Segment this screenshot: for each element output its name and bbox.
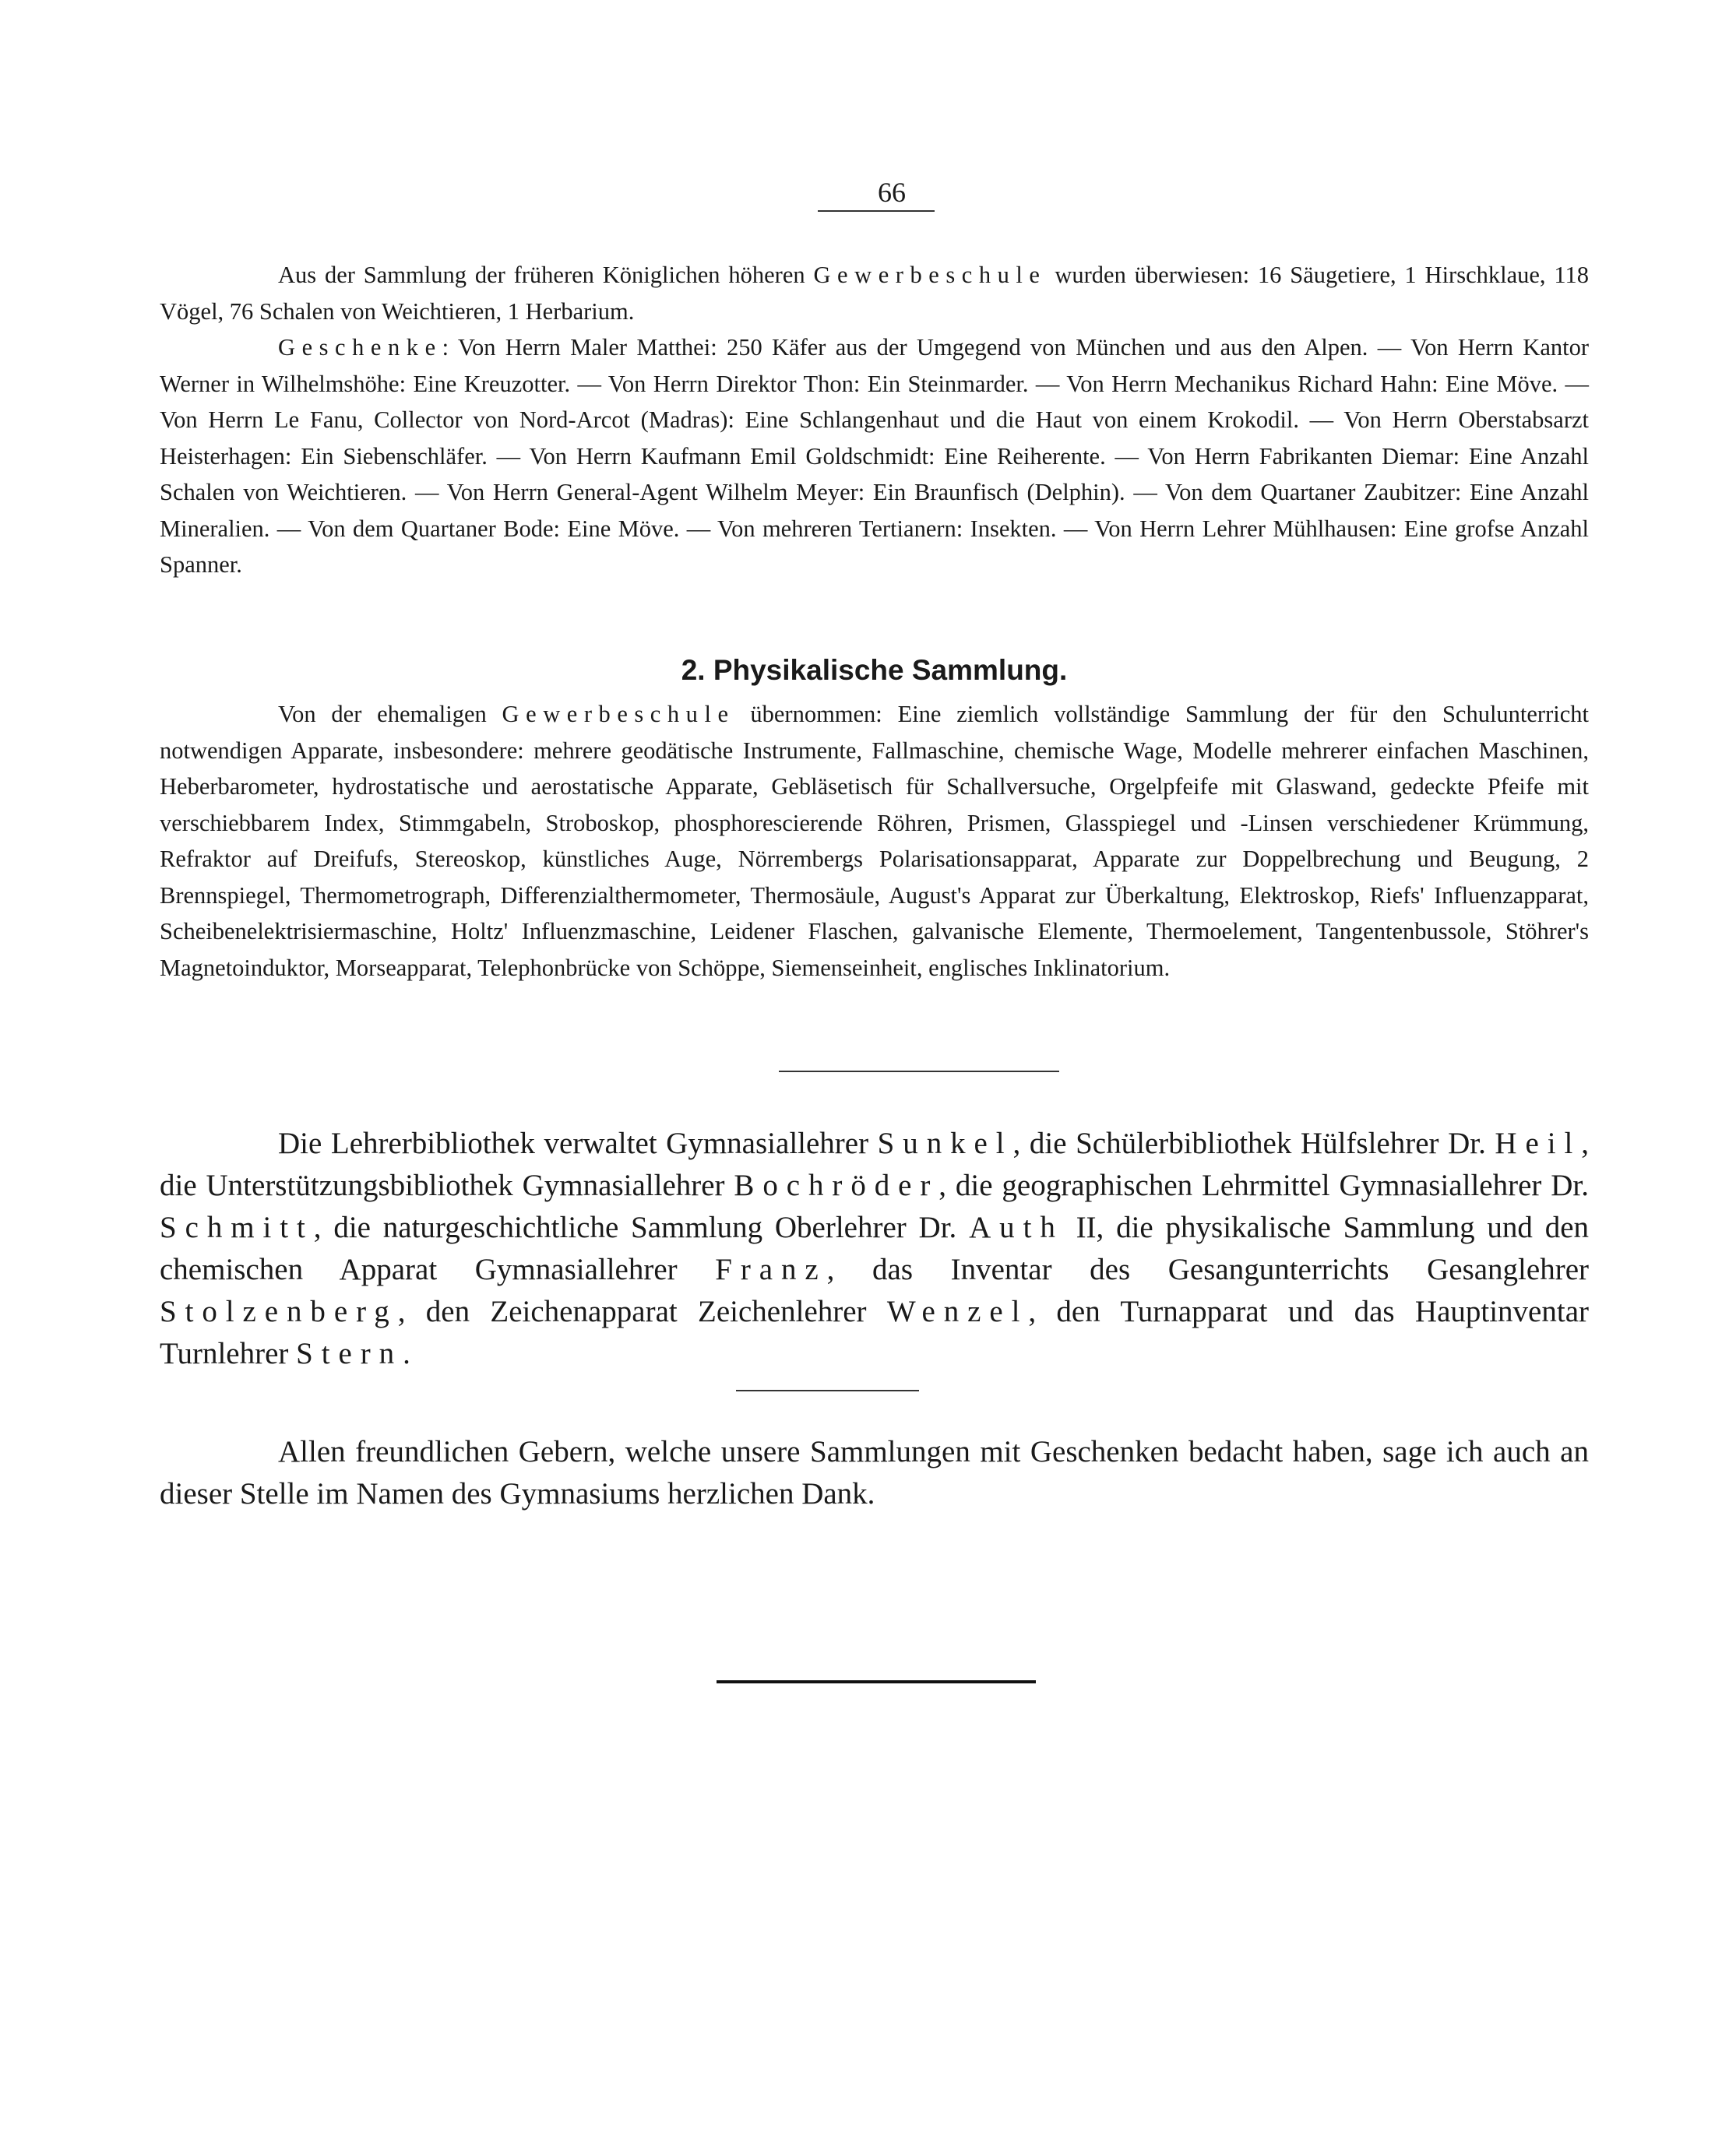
transfer-text-tail: wurden überwiesen: 16 Säugetiere, 1 Hirschklaue, 118 Vögel, 76 Schalen von Weichtieren, 1 Herbarium. <box>160 262 1589 325</box>
thanks-section <box>160 1431 1589 1515</box>
short-divider <box>736 1390 919 1391</box>
gifts-text: : Von Herrn Maler Matthei: 250 Käfer aus der Umgegend von München und aus den Alpen. — Von Herrn Kantor Werner in Wilhelmshöhe: Eine Kreuzotter. — Von Herrn Direktor Thon: Ein Steinmarder. — Von Herrn Mechanikus Richard Hahn: Eine Möve. — Von Herrn Le Fanu, Collector von Nord-Arcot (Madras): Eine Schlangenhaut und die Haut von einem Krokodil. — Von Herrn Oberstabsarzt Heisterhagen: Ein Siebenschläfer. — Von Herrn Kaufmann Emil Goldschmidt: Eine Reiherente. — Von Herrn Fabrikanten Diemar: Eine Anzahl Schalen von Weichtieren. — Von Herrn General-Agent Wilhelm Meyer: Ein Braunfisch (Delphin). — Von dem Quartaner Zaubitzer: Eine Anzahl Mineralien. — Von dem Quartaner Bode: Eine Möve. — Von mehreren Tertianern: Insekten. — Von Herrn Lehrer Mühlhausen: Eine grofse Anzahl Spanner. <box>160 334 1589 578</box>
staff-text: Die Lehrerbibliothek verwaltet Gymnasiallehrer <box>278 1127 878 1160</box>
physics-text-tail: übernommen: Eine ziemlich vollständige Sammlung der für den Schulunterricht notwendigen Apparate, insbesondere: mehrere geodätische Instrumente, Fallmaschine, chemische Wage, Modelle mehrerer einfachen Maschinen, Heberbarometer, hydrostatische und aerostatische Apparate, Gebläsetisch für Schallversuche, Orgelpfeife mit Glaswand, gedeckte Pfeife mit verschiebbarem Index, Stimmgabeln, Stroboskop, phosphorescierende Röhren, Prismen, Glasspiegel und -Linsen verschiedener Krümmung, Refraktor auf Dreifufs, Stereoskop, künstliches Auge, Nörrembergs Polarisationsapparat, Apparate zur Doppelbrechung und Beugung, 2 Brennspiegel, Thermometrograph, Differenzialthermometer, Thermosäule, August's Apparat zur Überkaltung, Elektroskop, Riefs' Influenzapparat, Scheibenelektrisiermaschine, Holtz' Influenzmaschine, Leidener Flaschen, galvanische Elemente, Thermoelement, Tangentenbussole, Stöhrer's Magnetoinduktor, Morseapparat, Telephonbrücke von Schöppe, Siemenseinheit, englisches Inklinatorium. <box>160 701 1589 981</box>
transfer-text-lead: Aus der Sammlung der früheren Königlichen höheren <box>278 262 814 288</box>
staff-section <box>160 1123 1589 1375</box>
staff-text: , die Schülerbibliothek Hülfslehrer Dr. <box>1012 1127 1495 1160</box>
transfer-spaced-word: Gewerbeschule <box>813 262 1047 288</box>
staff-name: Franz <box>715 1253 827 1286</box>
physics-collection-section <box>160 696 1589 986</box>
staff-name: Heil <box>1495 1127 1582 1160</box>
staff-text: , die Unterstützungsbibliothek Gymnasiallehrer <box>160 1127 1589 1202</box>
staff-name: Stern <box>296 1337 403 1370</box>
staff-name: Auth <box>969 1211 1064 1244</box>
zoological-collection-section <box>160 257 1589 583</box>
staff-text: , die naturgeschichtliche Sammlung Oberlehrer Dr. <box>313 1211 970 1244</box>
physics-paragraph <box>160 696 1589 986</box>
page-number-underline <box>818 210 935 212</box>
gifts-spaced-word: Geschenke <box>278 334 442 361</box>
staff-name: Sunkel <box>877 1127 1013 1160</box>
gifts-paragraph <box>160 329 1589 583</box>
staff-text: , die geographischen Lehrmittel Gymnasiallehrer Dr. <box>938 1169 1589 1202</box>
staff-text: , das Inventar des Gesangunterrichts Gesanglehrer <box>826 1253 1589 1286</box>
physics-spaced-word: Gewerbeschule <box>502 701 735 727</box>
transfer-paragraph <box>160 257 1589 329</box>
staff-name: Wenzel <box>886 1295 1029 1328</box>
staff-text: II, die physikalische Sammlung und den chemischen Apparat Gymnasiallehrer <box>160 1211 1590 1286</box>
staff-text: , den Turnapparat und das Hauptinventar Turnlehrer <box>160 1295 1590 1370</box>
staff-text: . <box>403 1337 410 1370</box>
page-number: 66 <box>878 177 906 208</box>
staff-text: , den Zeichenapparat Zeichenlehrer <box>397 1295 887 1328</box>
section-heading-physics: 2. Physikalische Sammlung. <box>681 654 1068 686</box>
thanks-paragraph: Allen freundlichen Gebern, welche unsere Sammlungen mit Geschenken bedacht haben, sage ich auch an dieser Stelle im Namen des Gymnasiums herzlichen Dank. <box>160 1435 1589 1511</box>
staff-name: Bochröder <box>734 1169 939 1202</box>
section-divider <box>779 1071 1059 1072</box>
end-rule <box>717 1680 1036 1683</box>
physics-text-lead: Von der ehemaligen <box>278 701 502 727</box>
staff-name: Schmitt <box>160 1211 314 1244</box>
staff-name: Stolzenberg <box>160 1295 398 1328</box>
staff-paragraph <box>160 1123 1589 1375</box>
